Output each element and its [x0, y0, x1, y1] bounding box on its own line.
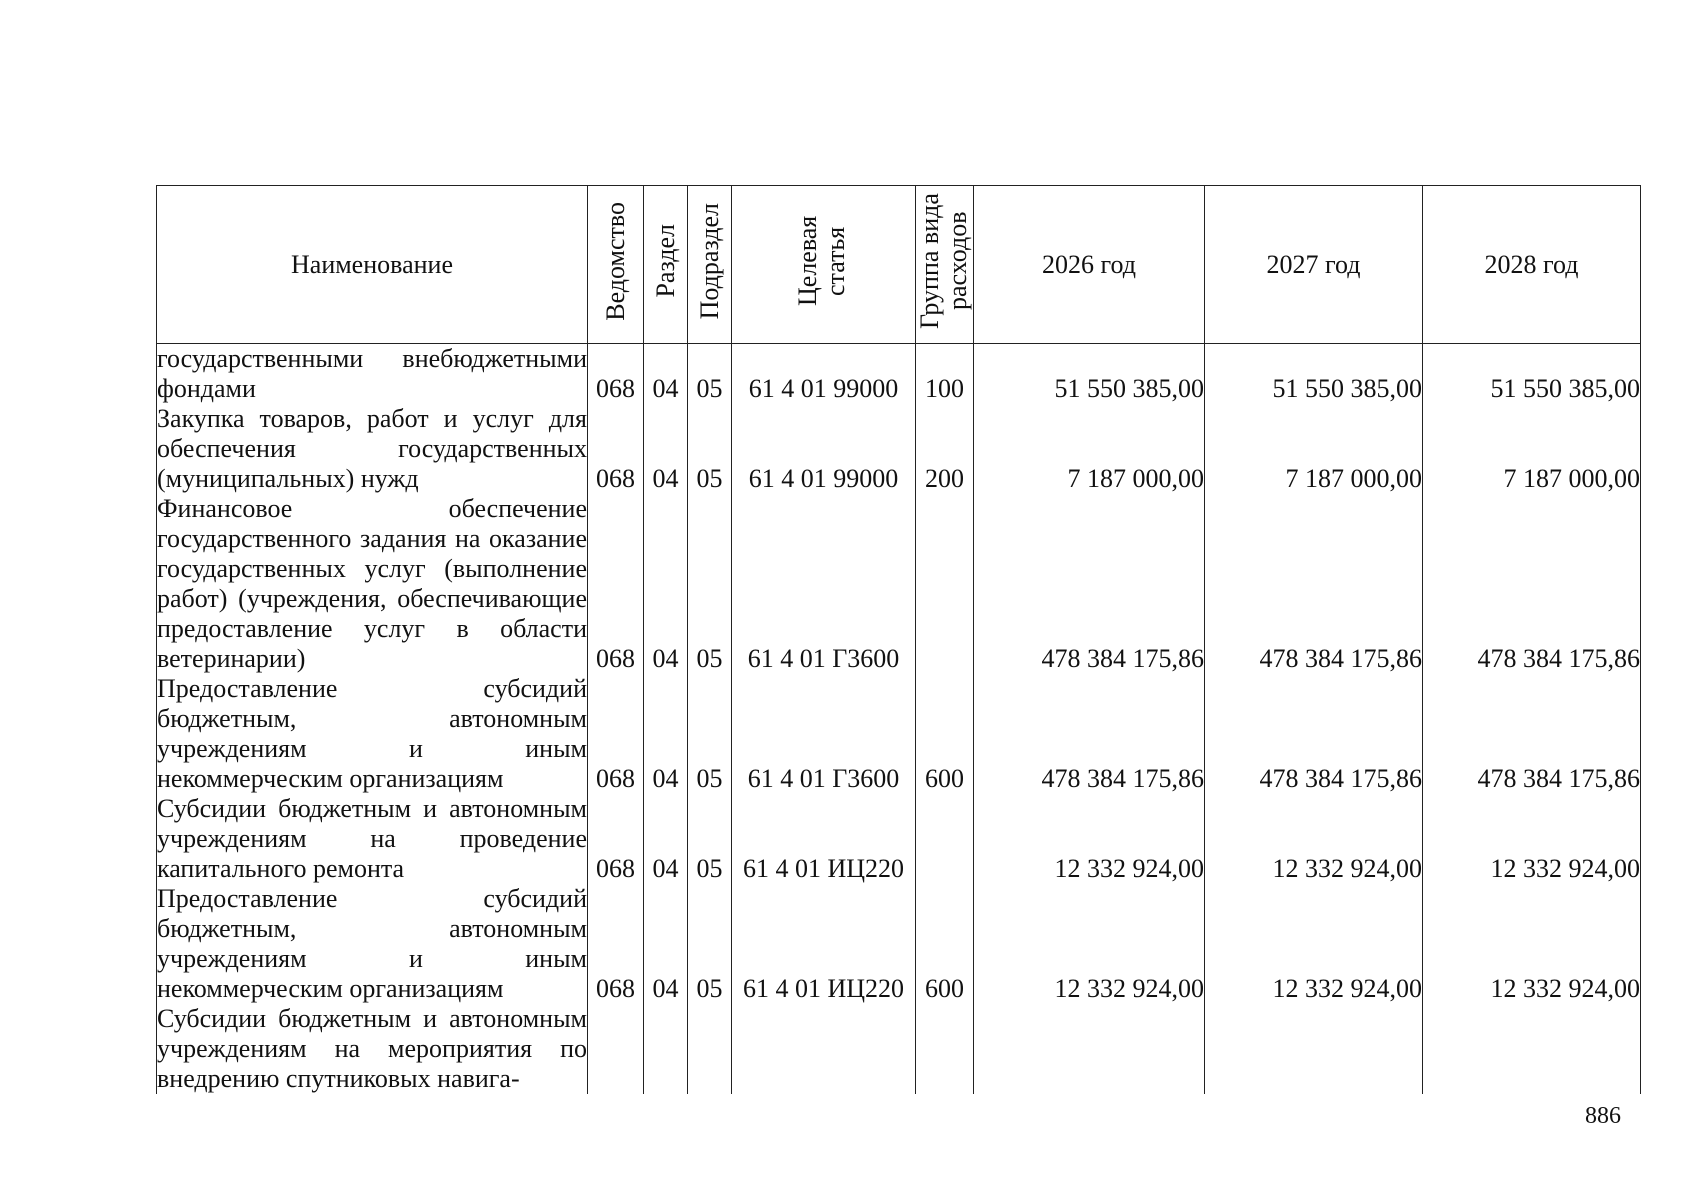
- row-2026: 478 384 175,86: [974, 494, 1205, 674]
- row-2027: 7 187 000,00: [1205, 404, 1423, 494]
- row-2027: 478 384 175,86: [1205, 494, 1423, 674]
- row-razdel: 04: [644, 404, 688, 494]
- row-podrazdel: 05: [688, 884, 732, 1004]
- table-row: [157, 884, 1641, 1004]
- row-podrazdel: 05: [688, 794, 732, 884]
- row-target: 61 4 01 99000: [732, 344, 916, 405]
- row-2027: 478 384 175,86: [1205, 674, 1423, 794]
- table-row: [157, 344, 1641, 405]
- row-2028: 51 550 385,00: [1423, 344, 1641, 405]
- row-2028: 478 384 175,86: [1423, 494, 1641, 674]
- header-2028: 2028 год: [1423, 186, 1641, 344]
- row-2026: 12 332 924,00: [974, 794, 1205, 884]
- row-2027: [1205, 1004, 1423, 1094]
- row-razdel: 04: [644, 494, 688, 674]
- row-vedomstvo: 068: [588, 344, 644, 405]
- table-row: [157, 494, 1641, 674]
- row-name: Закупка товаров, работ и услуг для обеспечения государственных (муниципальных) нужд: [157, 404, 587, 493]
- row-name: Субсидии бюджетным и автономным учреждениям на проведение капитального ремонта: [157, 794, 587, 883]
- header-podrazdel: Подраздел: [688, 186, 732, 344]
- row-target: 61 4 01 ИЦ220: [732, 794, 916, 884]
- row-2027: 51 550 385,00: [1205, 344, 1423, 405]
- header-2027: 2027 год: [1205, 186, 1423, 344]
- row-group: 200: [916, 404, 974, 494]
- row-name: Финансовое обеспечение государственного задания на оказание государственных услуг (выполнение работ) (учреждения, обеспечивающие предоставление услуг в области ветеринарии): [157, 494, 587, 673]
- row-razdel: [644, 1004, 688, 1094]
- row-vedomstvo: 068: [588, 674, 644, 794]
- row-2028: [1423, 1004, 1641, 1094]
- row-vedomstvo: 068: [588, 404, 644, 494]
- header-gruppa-vida-raskhodov: Группа вида расходов: [916, 186, 974, 344]
- header-razdel: Раздел: [644, 186, 688, 344]
- row-razdel: 04: [644, 884, 688, 1004]
- header-tselevaya-statya: Целевая статья: [732, 186, 916, 344]
- table-header: [157, 186, 1641, 344]
- table-row: [157, 794, 1641, 884]
- row-group: [916, 494, 974, 674]
- table-row: [157, 404, 1641, 494]
- row-podrazdel: 05: [688, 404, 732, 494]
- row-2026: 478 384 175,86: [974, 674, 1205, 794]
- row-group: 600: [916, 884, 974, 1004]
- row-group: 600: [916, 674, 974, 794]
- budget-table: [156, 185, 1641, 1094]
- row-target: 61 4 01 Г3600: [732, 494, 916, 674]
- table-row: [157, 1004, 1641, 1094]
- header-name: Наименование: [157, 186, 588, 344]
- row-podrazdel: 05: [688, 344, 732, 405]
- row-razdel: 04: [644, 674, 688, 794]
- row-2028: 7 187 000,00: [1423, 404, 1641, 494]
- row-target: 61 4 01 ИЦ220: [732, 884, 916, 1004]
- row-2026: 51 550 385,00: [974, 344, 1205, 405]
- row-group: 100: [916, 344, 974, 405]
- row-group: [916, 794, 974, 884]
- row-2027: 12 332 924,00: [1205, 794, 1423, 884]
- row-2026: 7 187 000,00: [974, 404, 1205, 494]
- row-name: Предоставление субсидий бюджетным, автономным учреждениям и иным некоммерческим организациям: [157, 674, 587, 793]
- page-number: 886: [1585, 1103, 1621, 1129]
- row-2026: [974, 1004, 1205, 1094]
- table-row: [157, 674, 1641, 794]
- row-2028: 12 332 924,00: [1423, 884, 1641, 1004]
- table-body: [157, 344, 1641, 1095]
- row-vedomstvo: [588, 1004, 644, 1094]
- row-2027: 12 332 924,00: [1205, 884, 1423, 1004]
- row-name: Субсидии бюджетным и автономным учреждениям на мероприятия по внедрению спутниковых навига-: [157, 1004, 587, 1093]
- row-2028: 478 384 175,86: [1423, 674, 1641, 794]
- header-vedomstvo: Ведомство: [588, 186, 644, 344]
- row-name: государственными внебюджетными фондами: [157, 344, 587, 403]
- row-podrazdel: 05: [688, 674, 732, 794]
- row-target: [732, 1004, 916, 1094]
- row-podrazdel: [688, 1004, 732, 1094]
- row-vedomstvo: 068: [588, 884, 644, 1004]
- row-2028: 12 332 924,00: [1423, 794, 1641, 884]
- row-2026: 12 332 924,00: [974, 884, 1205, 1004]
- row-target: 61 4 01 Г3600: [732, 674, 916, 794]
- row-podrazdel: 05: [688, 494, 732, 674]
- row-vedomstvo: 068: [588, 794, 644, 884]
- row-razdel: 04: [644, 344, 688, 405]
- row-name: Предоставление субсидий бюджетным, автономным учреждениям и иным некоммерческим организациям: [157, 884, 587, 1003]
- row-razdel: 04: [644, 794, 688, 884]
- row-vedomstvo: 068: [588, 494, 644, 674]
- header-2026: 2026 год: [974, 186, 1205, 344]
- row-group: [916, 1004, 974, 1094]
- row-target: 61 4 01 99000: [732, 404, 916, 494]
